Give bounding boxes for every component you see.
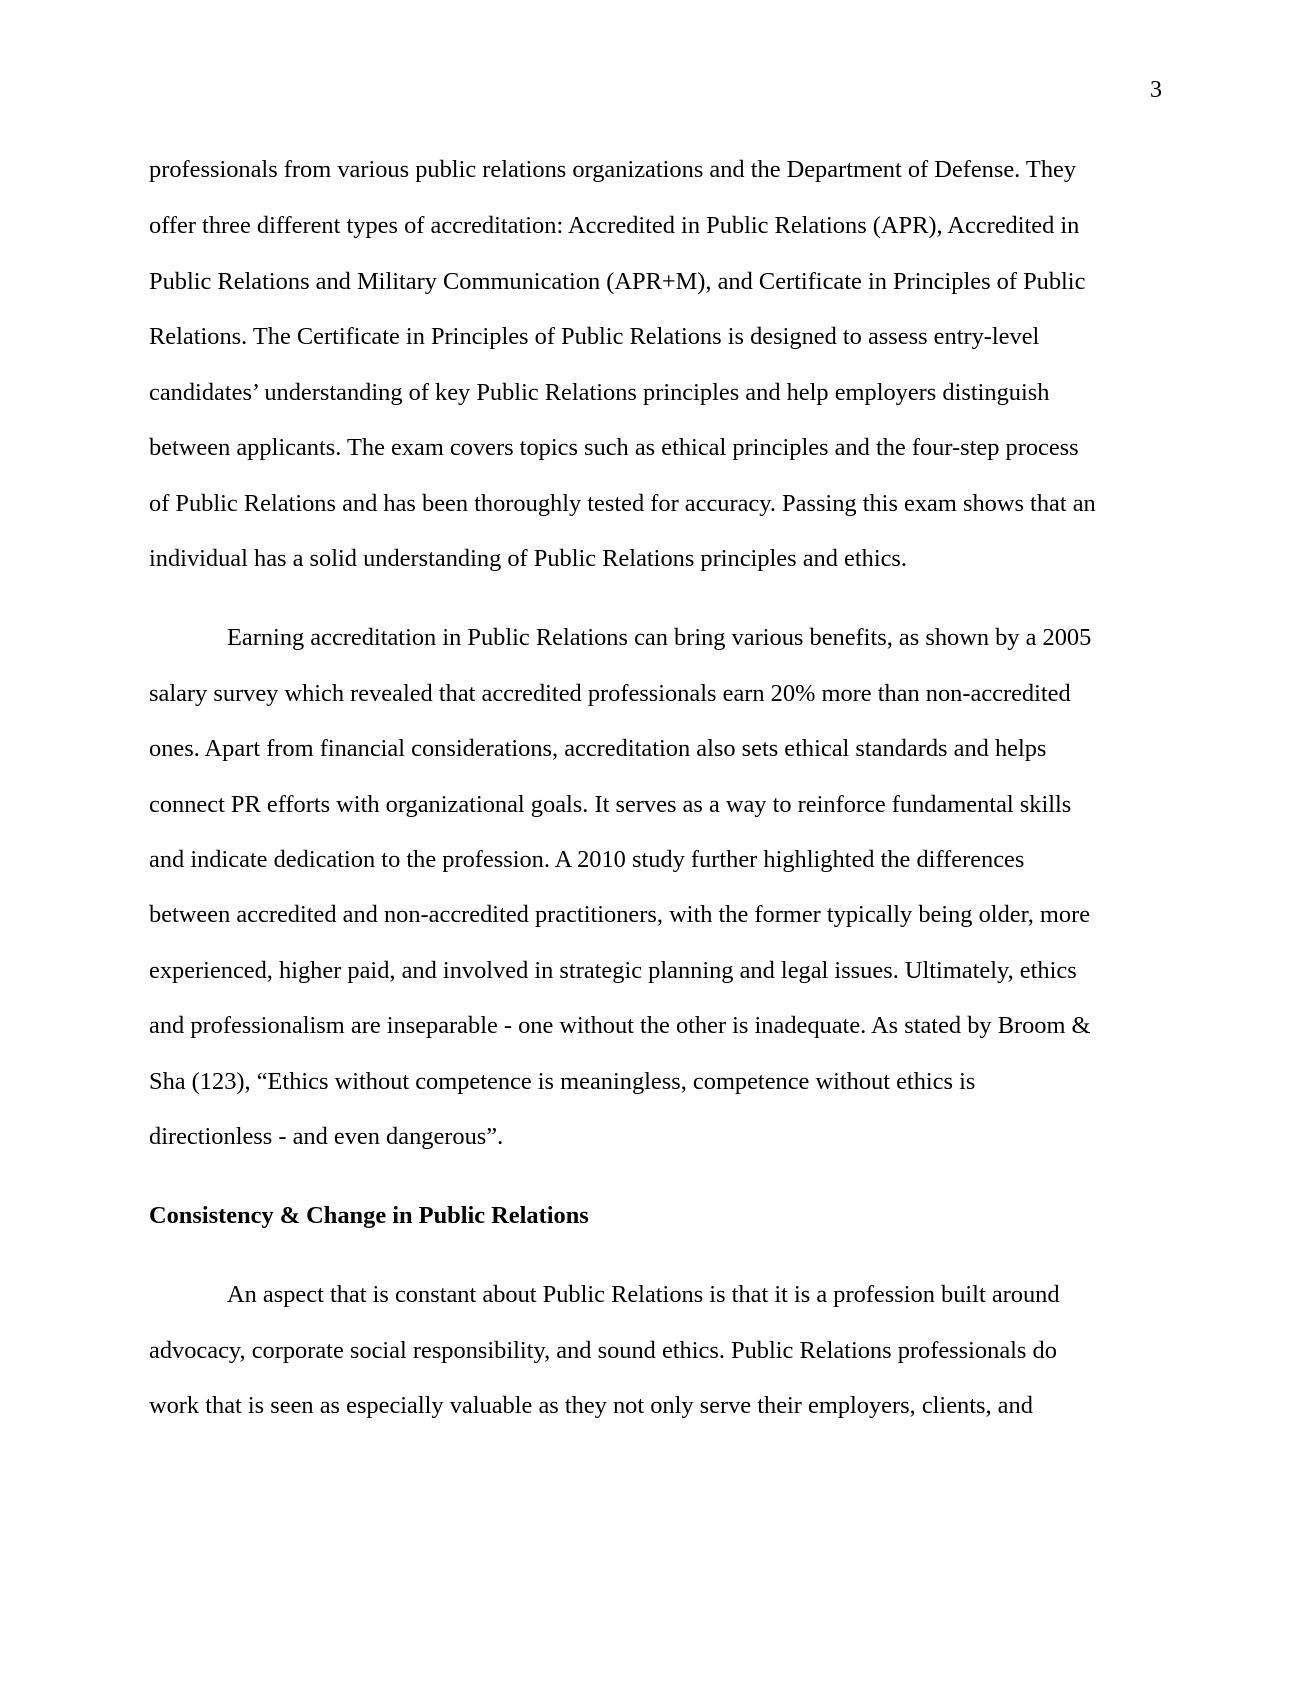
paragraph-line: advocacy, corporate social responsibility, and sound ethics. Public Relations professionals do [149,1337,1057,1364]
paragraph-line: Sha (123), “Ethics without competence is meaningless, competence without ethics is [149,1068,976,1095]
paragraph-line: salary survey which revealed that accredited professionals earn 20% more than non-accredited [149,680,1071,707]
paragraph-line: professionals from various public relations organizations and the Department of Defense. They [149,156,1077,183]
paragraph-line: Earning accreditation in Public Relations can bring various benefits, as shown by a 2005 [227,624,1092,651]
paragraph-line: experienced, higher paid, and involved in strategic planning and legal issues. Ultimately, ethics [149,957,1077,984]
paragraph-line: work that is seen as especially valuable as they not only serve their employers, clients, and [149,1392,1033,1419]
paragraph-line: and indicate dedication to the profession. A 2010 study further highlighted the differences [149,846,1025,873]
paragraph-line: directionless - and even dangerous”. [149,1123,504,1150]
paragraph-line: Relations. The Certificate in Principles of Public Relations is designed to assess entry-level [149,323,1040,350]
paragraph-line: offer three different types of accreditation: Accredited in Public Relations (APR), Accredited in [149,212,1080,239]
paragraph-line: candidates’ understanding of key Public Relations principles and help employers distinguish [149,379,1050,406]
paragraph-line: between applicants. The exam covers topics such as ethical principles and the four-step process [149,434,1079,461]
section-heading: Consistency & Change in Public Relations [149,1202,589,1229]
paragraph-line: connect PR efforts with organizational goals. It serves as a way to reinforce fundamental skills [149,791,1072,818]
page-number: 3 [1150,77,1162,103]
paragraph-line: ones. Apart from financial considerations, accreditation also sets ethical standards and helps [149,735,1047,762]
paragraph-line: Public Relations and Military Communication (APR+M), and Certificate in Principles of Public [149,268,1086,295]
paragraph-line: and professionalism are inseparable - one without the other is inadequate. As stated by Broom & [149,1012,1091,1039]
paragraph-line: of Public Relations and has been thoroughly tested for accuracy. Passing this exam shows that an [149,490,1096,517]
paragraph-line: between accredited and non-accredited practitioners, with the former typically being older, more [149,901,1091,928]
paragraph-line: An aspect that is constant about Public Relations is that it is a profession built around [227,1281,1060,1308]
paragraph-line: individual has a solid understanding of Public Relations principles and ethics. [149,545,908,572]
